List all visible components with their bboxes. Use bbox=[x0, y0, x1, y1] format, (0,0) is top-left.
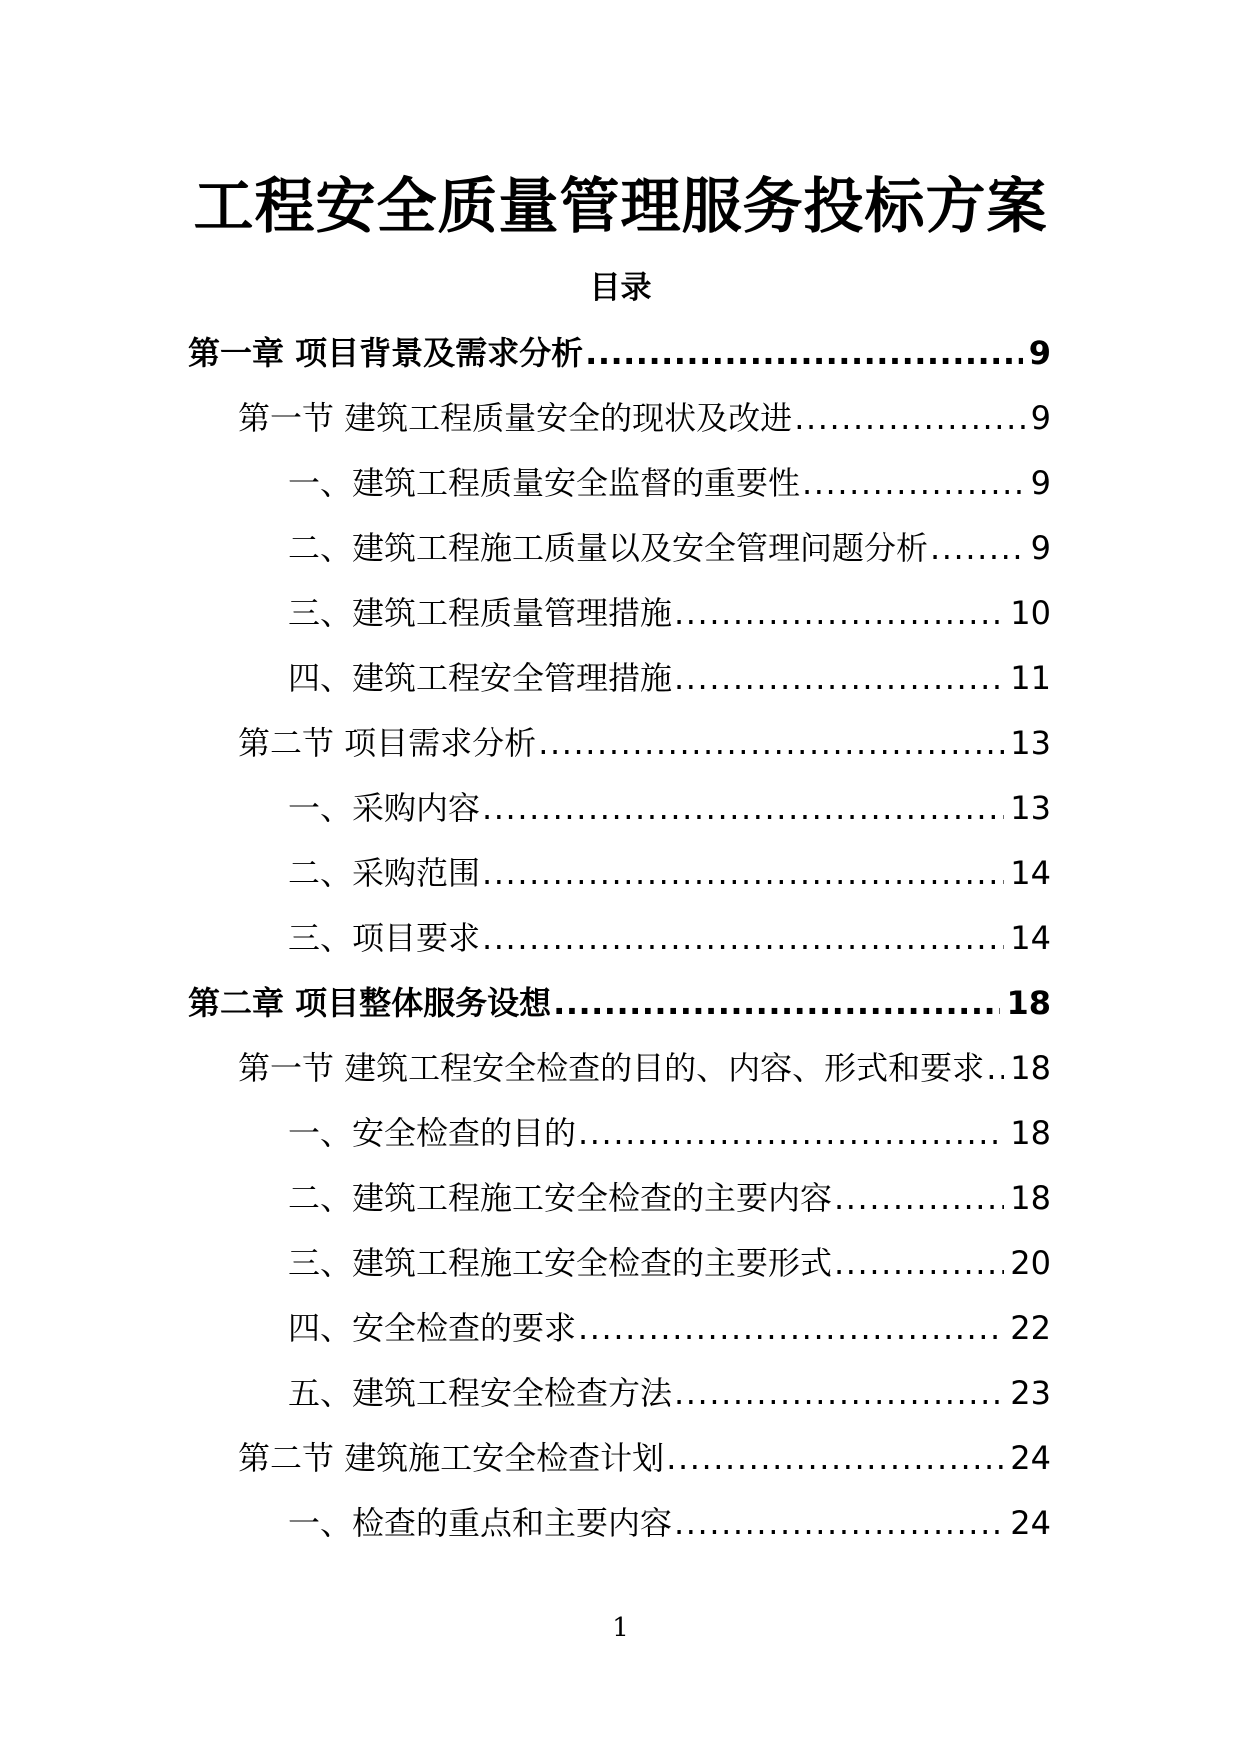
table-of-contents bbox=[188, 321, 1051, 1556]
dot-leader bbox=[480, 841, 1004, 906]
toc-entry-page: 9 bbox=[1028, 334, 1051, 372]
toc-item-entry bbox=[188, 1491, 1051, 1556]
dot-leader bbox=[672, 581, 1004, 646]
toc-entry-label: 第一节 建筑工程安全检查的目的、内容、形式和要求 bbox=[238, 1049, 985, 1087]
dot-leader bbox=[480, 906, 1004, 971]
toc-item-entry bbox=[188, 516, 1051, 581]
toc-item-entry bbox=[188, 581, 1051, 646]
toc-item-entry bbox=[188, 841, 1051, 906]
toc-entry-label: 第一章 项目背景及需求分析 bbox=[188, 334, 584, 372]
toc-entry-page: 24 bbox=[1010, 1504, 1051, 1542]
toc-entry-label: 五、建筑工程安全检查方法 bbox=[288, 1374, 673, 1412]
page-number: 1 bbox=[612, 1613, 629, 1643]
toc-entry-label: 第二节 建筑施工安全检查计划 bbox=[238, 1439, 665, 1477]
dot-leader bbox=[672, 646, 1004, 711]
toc-entry-label: 一、检查的重点和主要内容 bbox=[288, 1504, 673, 1542]
toc-item-entry bbox=[188, 646, 1051, 711]
toc-entry-page: 13 bbox=[1010, 724, 1051, 762]
toc-entry-label: 第二章 项目整体服务设想 bbox=[188, 984, 552, 1022]
toc-section-entry bbox=[188, 386, 1051, 451]
toc-entry-page: 18 bbox=[1010, 1049, 1051, 1087]
toc-entry-label: 第一节 建筑工程质量安全的现状及改进 bbox=[238, 399, 793, 437]
toc-entry-page: 13 bbox=[1010, 789, 1051, 827]
toc-item-entry bbox=[188, 1361, 1051, 1426]
toc-entry-page: 18 bbox=[1010, 1179, 1051, 1217]
toc-entry-label: 一、安全检查的目的 bbox=[288, 1114, 577, 1152]
toc-item-entry bbox=[188, 1166, 1051, 1231]
toc-heading: 目录 bbox=[589, 270, 652, 306]
toc-item-entry bbox=[188, 1231, 1051, 1296]
dot-leader bbox=[551, 971, 1000, 1036]
document-title: 工程安全质量管理服务投标方案 bbox=[193, 172, 1048, 242]
toc-entry-page: 18 bbox=[1006, 984, 1051, 1022]
toc-entry-page: 20 bbox=[1010, 1244, 1051, 1282]
toc-entry-page: 11 bbox=[1010, 659, 1051, 697]
toc-item-entry bbox=[188, 776, 1051, 841]
dot-leader bbox=[984, 1036, 1004, 1101]
toc-entry-page: 9 bbox=[1030, 529, 1051, 567]
toc-chapter-entry bbox=[188, 321, 1051, 386]
toc-entry-page: 9 bbox=[1030, 464, 1051, 502]
toc-entry-label: 三、项目要求 bbox=[288, 919, 481, 957]
toc-entry-label: 二、建筑工程施工安全检查的主要内容 bbox=[288, 1179, 833, 1217]
toc-entry-page: 14 bbox=[1010, 854, 1051, 892]
toc-section-entry bbox=[188, 711, 1051, 776]
dot-leader bbox=[576, 1296, 1004, 1361]
toc-item-entry bbox=[188, 906, 1051, 971]
toc-entry-label: 三、建筑工程施工安全检查的主要形式 bbox=[288, 1244, 833, 1282]
toc-entry-page: 9 bbox=[1030, 399, 1051, 437]
dot-leader bbox=[576, 1101, 1004, 1166]
dot-leader bbox=[672, 1491, 1004, 1556]
toc-entry-label: 二、采购范围 bbox=[288, 854, 481, 892]
dot-leader bbox=[832, 1231, 1004, 1296]
toc-entry-label: 四、建筑工程安全管理措施 bbox=[288, 659, 673, 697]
dot-leader bbox=[664, 1426, 1004, 1491]
toc-entry-page: 22 bbox=[1010, 1309, 1051, 1347]
dot-leader bbox=[536, 711, 1004, 776]
toc-entry-page: 24 bbox=[1010, 1439, 1051, 1477]
toc-chapter-entry bbox=[188, 971, 1051, 1036]
dot-leader bbox=[583, 321, 1023, 386]
dot-leader bbox=[928, 516, 1025, 581]
toc-entry-label: 第二节 项目需求分析 bbox=[238, 724, 537, 762]
toc-entry-label: 四、安全检查的要求 bbox=[288, 1309, 577, 1347]
toc-entry-label: 三、建筑工程质量管理措施 bbox=[288, 594, 673, 632]
toc-item-entry bbox=[188, 1296, 1051, 1361]
toc-entry-page: 10 bbox=[1010, 594, 1051, 632]
dot-leader bbox=[672, 1361, 1004, 1426]
toc-entry-page: 14 bbox=[1010, 919, 1051, 957]
toc-item-entry bbox=[188, 451, 1051, 516]
toc-entry-label: 一、采购内容 bbox=[288, 789, 481, 827]
toc-entry-page: 23 bbox=[1010, 1374, 1051, 1412]
toc-section-entry bbox=[188, 1426, 1051, 1491]
toc-section-entry bbox=[188, 1036, 1051, 1101]
toc-item-entry bbox=[188, 1101, 1051, 1166]
dot-leader bbox=[792, 386, 1024, 451]
toc-entry-label: 一、建筑工程质量安全监督的重要性 bbox=[288, 464, 801, 502]
toc-entry-label: 二、建筑工程施工质量以及安全管理问题分析 bbox=[288, 529, 929, 567]
dot-leader bbox=[832, 1166, 1004, 1231]
dot-leader bbox=[800, 451, 1025, 516]
toc-entry-page: 18 bbox=[1010, 1114, 1051, 1152]
dot-leader bbox=[480, 776, 1004, 841]
